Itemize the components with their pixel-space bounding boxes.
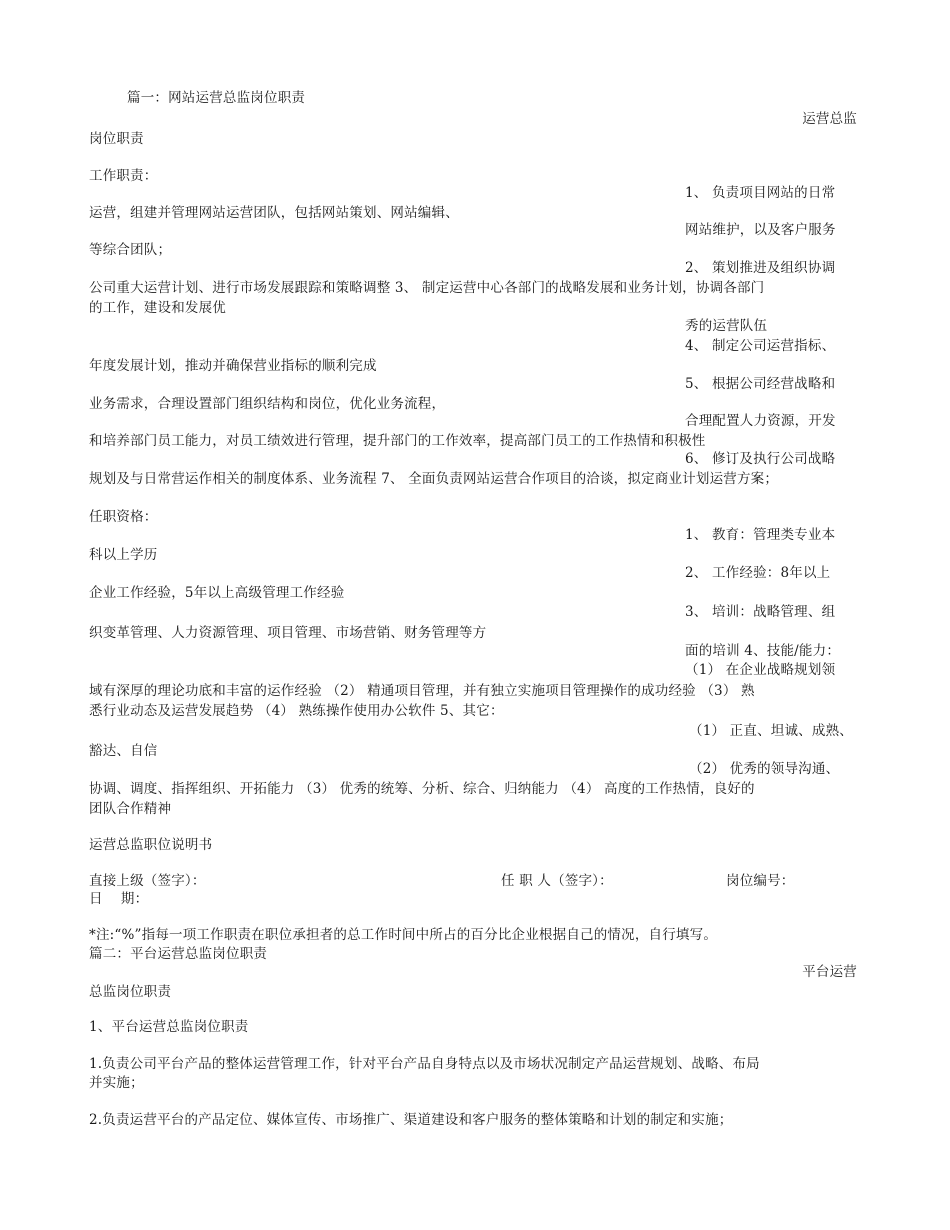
subheading: 1、平台运营总监岗位职责 bbox=[89, 1019, 249, 1035]
text-line: 科以上学历 bbox=[89, 547, 158, 563]
text-line: 企业工作经验，5年以上高级管理工作经验 bbox=[89, 585, 345, 601]
right-line: 网站维护，以及客户服务 bbox=[685, 222, 836, 238]
form-label-date: 日 期： bbox=[89, 891, 149, 907]
text-line: 规划及与日常营运作相关的制度体系、业务流程 7、 全面负责网站运营合作项目的洽谈，拟定商业计划运营方案； bbox=[89, 471, 779, 487]
text-line: 年度发展计划，推动并确保营业指标的顺利完成 bbox=[89, 358, 377, 374]
right-line: 4、 制定公司运营指标、 bbox=[685, 338, 836, 354]
text-line: 并实施； bbox=[89, 1075, 144, 1091]
right-line: 2、 工作经验：8年以上 bbox=[685, 565, 831, 581]
text-line: 总监岗位职责 bbox=[89, 984, 172, 1000]
text-line: 等综合团队； bbox=[89, 242, 172, 258]
section-title-1: 篇一：网站运营总监岗位职责 bbox=[127, 90, 306, 106]
right-line: （1） 正直、坦诚、成熟、 bbox=[689, 723, 853, 739]
right-line: 面的培训 4、技能/能力： bbox=[685, 643, 841, 659]
right-line: 6、 修订及执行公司战略 bbox=[685, 451, 836, 467]
text-line: 运营，组建并管理网站运营团队，包括网站策划、网站编辑、 bbox=[89, 205, 459, 221]
right-line: 1、 负责项目网站的日常 bbox=[685, 185, 836, 201]
text-line: 悉行业动态及运营发展趋势 （4） 熟练操作使用办公软件 5、其它： bbox=[89, 703, 504, 719]
form-label-position-no: 岗位编号： bbox=[726, 873, 795, 889]
right-line: 秀的运营队伍 bbox=[685, 318, 768, 334]
right-line: （2） 优秀的领导沟通、 bbox=[689, 761, 840, 777]
text-line: 域有深厚的理论功底和丰富的运作经验 （2） 精通项目管理，并有独立实施项目管理操作的成功经验 （3） 熟 bbox=[89, 683, 755, 699]
text-line: 协调、调度、指挥组织、开拓能力 （3） 优秀的统筹、分析、综合、归纳能力 （4） 高度的工作热情，良好的 bbox=[89, 781, 755, 797]
form-title: 运营总监职位说明书 bbox=[89, 837, 213, 853]
text-line: 织变革管理、人力资源管理、项目管理、市场营销、财务管理等方 bbox=[89, 625, 487, 641]
text-line: 业务需求，合理设置部门组织结构和岗位，优化业务流程， bbox=[89, 396, 446, 412]
right-line: 2、 策划推进及组织协调 bbox=[685, 260, 836, 276]
text-line: 公司重大运营计划、进行市场发展跟踪和策略调整 3、 制定运营中心各部门的战略发展和业务计划，协调各部门 bbox=[89, 280, 765, 296]
form-label-supervisor: 直接上级（签字）： bbox=[89, 873, 206, 889]
text-line: 2.负责运营平台的产品定位、媒体宣传、市场推广、渠道建设和客户服务的整体策略和计划的制定和实施； bbox=[89, 1112, 733, 1128]
right-line: （1） 在企业战略规划领 bbox=[685, 662, 836, 678]
text-line: 的工作，建设和发展优 bbox=[89, 300, 226, 316]
subheading: 任职资格： bbox=[89, 509, 158, 525]
text-line: 团队合作精神 bbox=[89, 801, 172, 817]
right-line: 5、 根据公司经营战略和 bbox=[685, 376, 836, 392]
right-line: 1、 教育：管理类专业本 bbox=[685, 527, 836, 543]
right-line: 合理配置人力资源，开发 bbox=[685, 413, 836, 429]
right-line: 平台运营 bbox=[802, 964, 857, 980]
text-line: 豁达、自信 bbox=[89, 743, 158, 759]
text-line: 岗位职责 bbox=[89, 131, 144, 147]
section-title-2: 篇二：平台运营总监岗位职责 bbox=[89, 946, 268, 962]
text-line: 和培养部门员工能力，对员工绩效进行管理，提升部门的工作效率，提高部门员工的工作热情和积极性 bbox=[89, 433, 706, 449]
text-line: 1.负责公司平台产品的整体运营管理工作，针对平台产品自身特点以及市场状况制定产品运营规划、战略、布局 bbox=[89, 1056, 760, 1072]
right-line: 3、 培训：战略管理、组 bbox=[685, 604, 836, 620]
subheading: 工作职责： bbox=[89, 168, 158, 184]
footnote: *注:“%”指每一项工作职责在职位承担者的总工作时间中所占的百分比企业根据自己的情况，自行填写。 bbox=[89, 927, 718, 943]
right-line: 运营总监 bbox=[802, 111, 857, 127]
form-label-holder: 任 职 人（签字）： bbox=[501, 873, 613, 889]
